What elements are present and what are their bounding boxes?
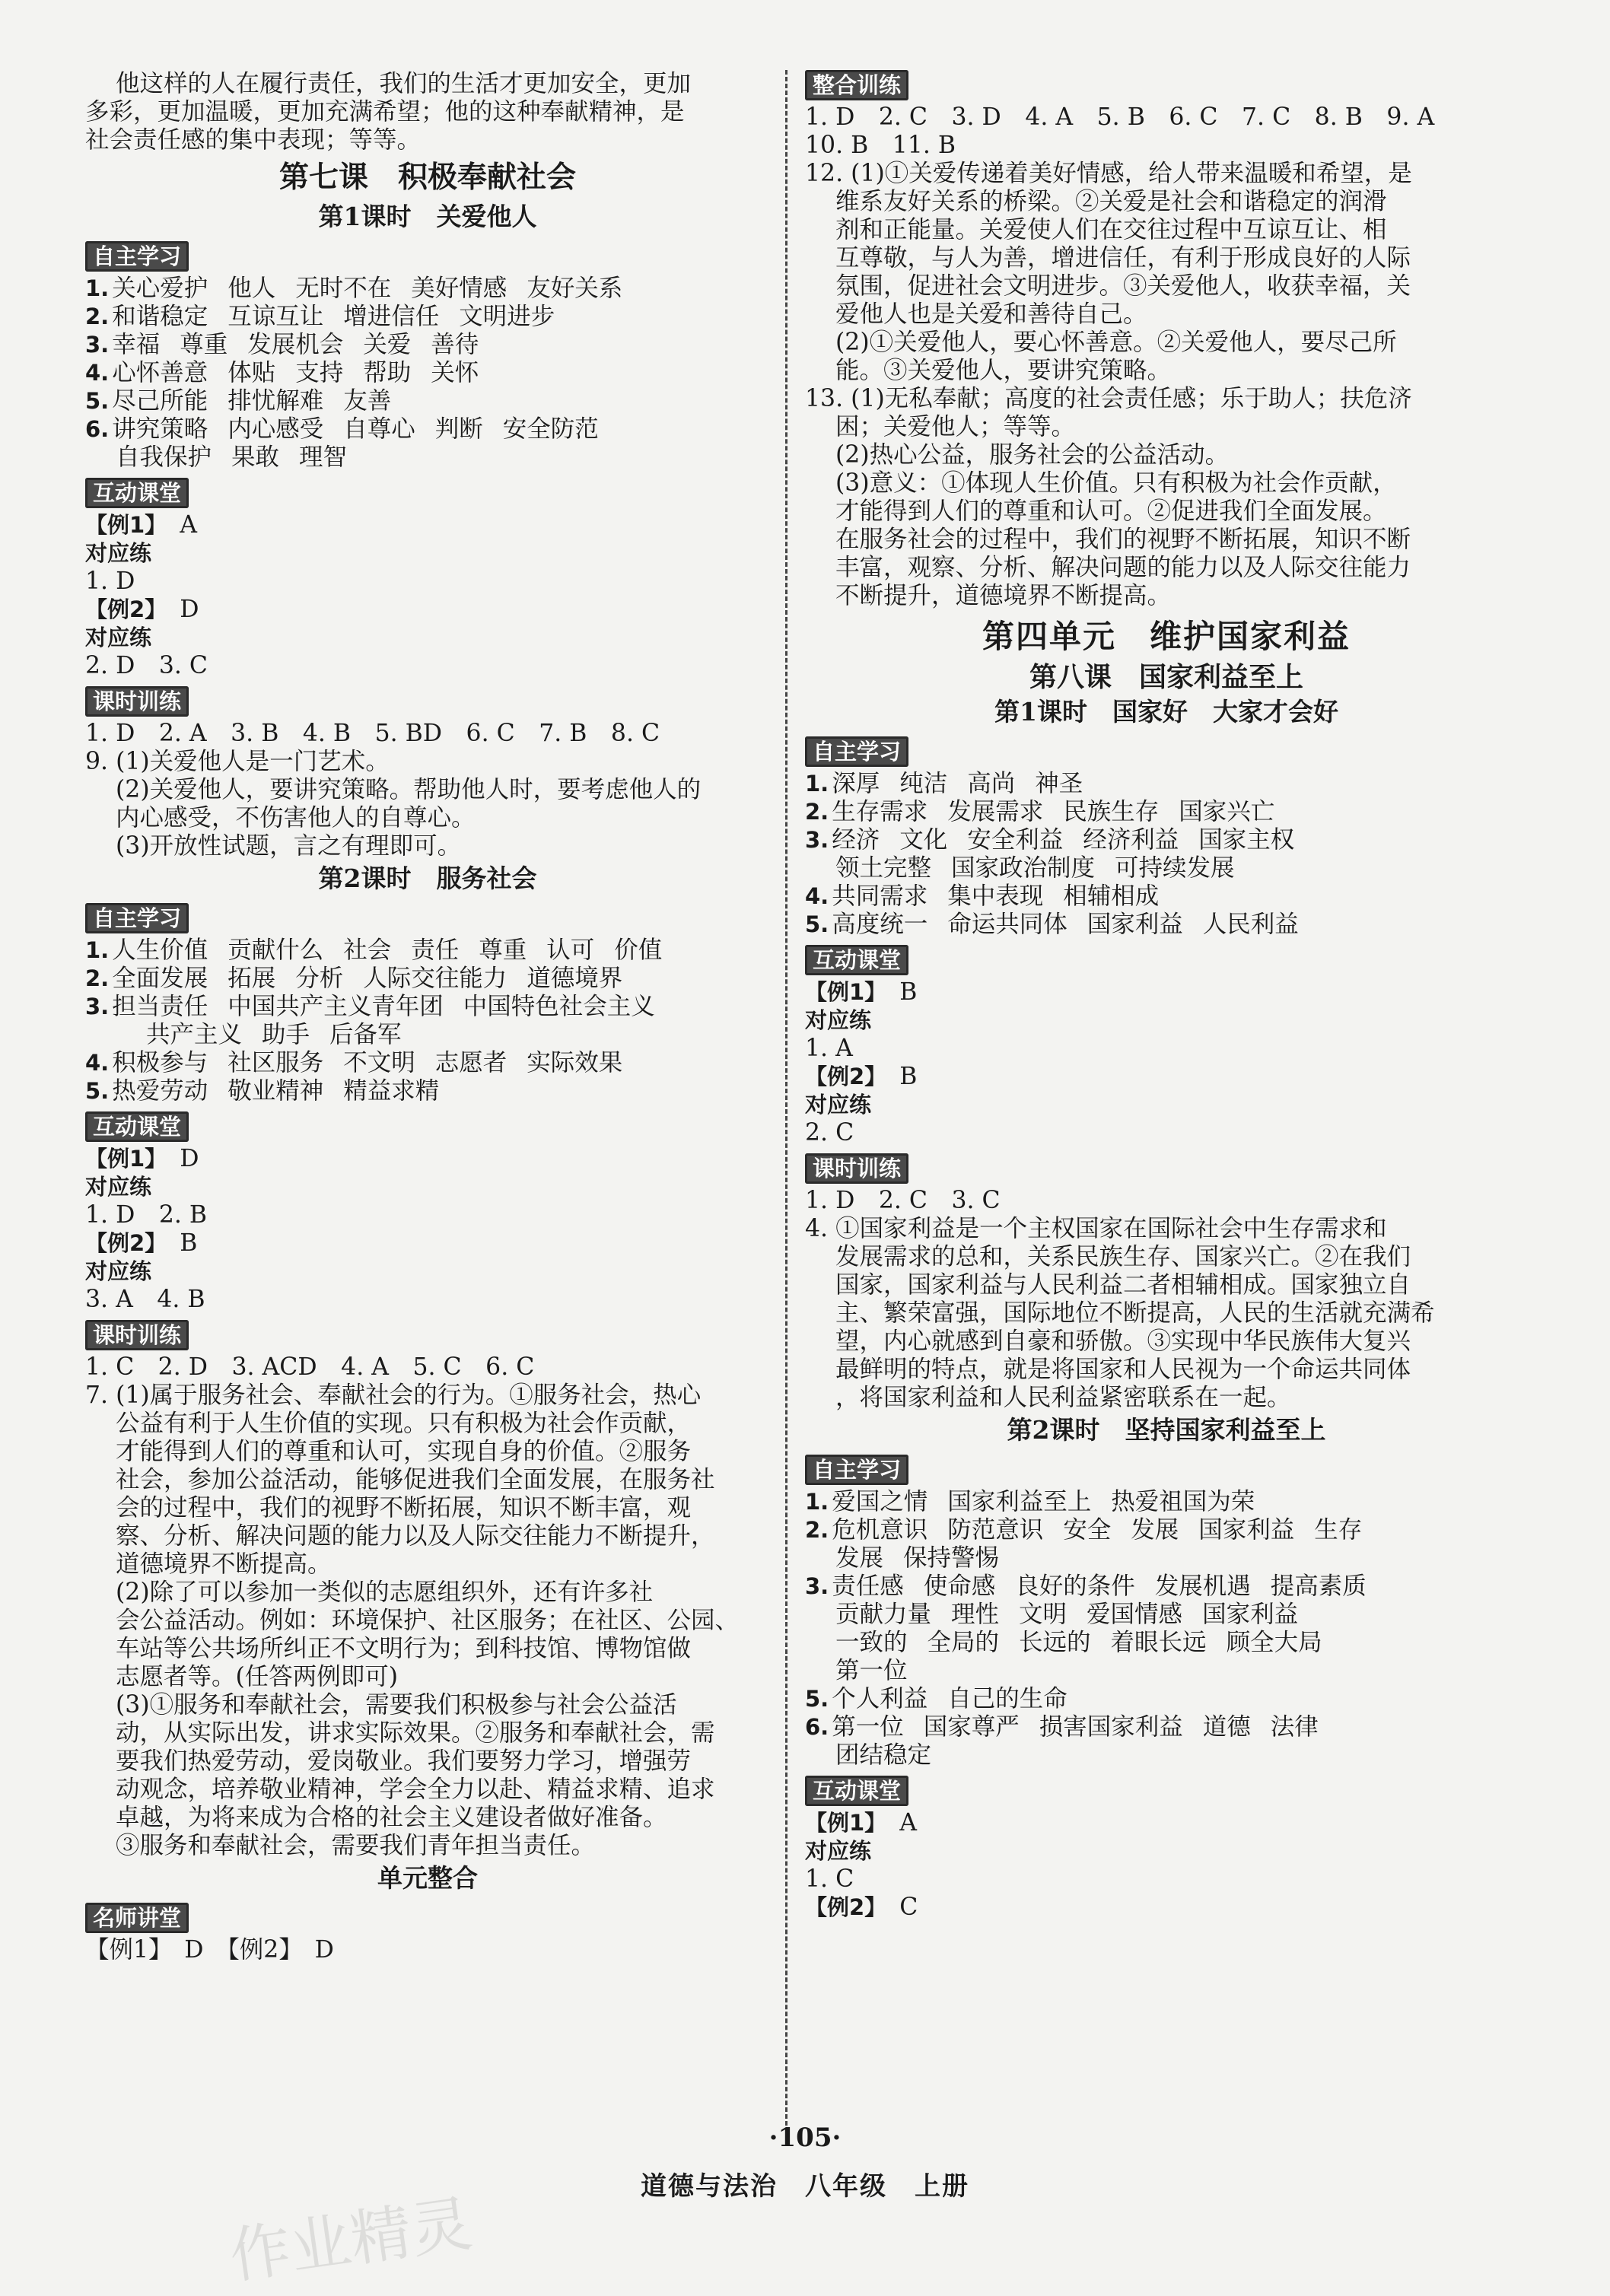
answer-term: 保持警惕: [903, 1544, 1000, 1572]
answer-term: 他人: [228, 275, 276, 302]
answer-term: 国家政治制度: [951, 854, 1096, 882]
period-title: 第1课时 关爱他人: [318, 202, 537, 231]
answer-term: 果敢: [231, 444, 280, 471]
answer-term: 安全防范: [502, 415, 599, 443]
answer-term: 善待: [431, 331, 479, 358]
answer-line: 会公益活动。例如：环境保护、社区服务；在社区、公园、: [116, 1607, 740, 1634]
item-number: 2.: [805, 799, 829, 825]
right-column: [805, 70, 1528, 1922]
answer-term: 实际效果: [527, 1049, 623, 1076]
example-answer: D: [180, 596, 199, 623]
answer-term: 危机意识: [832, 1516, 928, 1544]
answer-line: [85, 965, 770, 993]
answer-line: 道德境界不断提高。: [116, 1550, 332, 1578]
answer-term: 热爱祖国为荣: [1111, 1488, 1255, 1515]
section-label: 互动课堂: [85, 1111, 189, 1142]
section-label: 课时训练: [85, 1320, 189, 1350]
answer-term: 友好关系: [527, 275, 623, 302]
answer-line: 在服务社会的过程中，我们的视野不断拓展，知识不断: [835, 526, 1411, 553]
answer-term: 国家尊严: [923, 1713, 1020, 1741]
intro-line: 他这样的人在履行责任，我们的生活才更加安全，更加: [116, 70, 692, 97]
practice-label: 对应练: [805, 1838, 872, 1864]
practice-label: 对应练: [85, 1174, 152, 1200]
answer-term: 讲究策略: [112, 415, 208, 443]
example-label: 【例2】: [805, 1894, 876, 1920]
answer-line: 10. B 11. B: [805, 132, 956, 159]
answer-term: 发展机遇: [1154, 1573, 1251, 1600]
answer-line: 互尊敬，与人为善，增进信任，有利于形成良好的人际: [835, 244, 1411, 272]
answer-line: 才能得到人们的尊重和认可。②促进我们全面发展。: [835, 498, 1387, 525]
answer-term: 深厚: [832, 770, 880, 797]
answer-term: 自我保护: [116, 444, 212, 471]
answer-line: 氛围，促进社会文明进步。③关爱他人，收获幸福，关: [835, 272, 1411, 300]
answer-line: 动观念，培养敬业精神，学会全力以赴、精益求精、追求: [116, 1776, 715, 1803]
answer-term: 高度统一: [832, 911, 928, 938]
answer-term: 爱国之情: [832, 1488, 928, 1515]
answer-line: (2)热心公益，服务社会的公益活动。: [835, 441, 1230, 469]
answer-line: 9. (1)关爱他人是一门艺术。: [85, 748, 390, 775]
answer-line: 1. D 2. C 3. C: [805, 1187, 1001, 1214]
answer-term: 自己的生命: [947, 1685, 1068, 1712]
answer-line: (2)除了可以参加一类似的志愿组织外，还有许多社: [116, 1579, 654, 1606]
answer-term: 文明进步: [459, 303, 555, 330]
unit-title: 第四单元 维护国家利益: [982, 618, 1351, 655]
section-label: 自主学习: [805, 736, 908, 767]
practice-answer: 1. A: [805, 1035, 853, 1062]
section-label: 课时训练: [805, 1153, 908, 1184]
watermark: 作业精灵: [225, 2188, 476, 2292]
answer-term: 体贴: [228, 359, 276, 386]
practice-answer: 1. D: [85, 568, 135, 595]
answer-line: 【例1】 D 【例2】 D: [85, 1936, 334, 1964]
answer-term: 人民利益: [1202, 911, 1299, 938]
example-label: 【例1】: [85, 512, 156, 538]
section-label: 自主学习: [85, 903, 189, 933]
answer-term: 美好情感: [411, 275, 508, 302]
answer-term: 防范意识: [947, 1516, 1044, 1544]
example-label: 【例2】: [85, 596, 156, 622]
example-label: 【例2】: [805, 1064, 876, 1089]
answer-paragraph: [805, 160, 1528, 385]
answer-line: 不断提升，道德境界不断提高。: [835, 582, 1172, 609]
answer-paragraph: [805, 1215, 1528, 1412]
answer-line: [805, 1544, 1528, 1573]
answer-term: 帮助: [363, 359, 412, 386]
item-number: 3.: [85, 332, 110, 358]
answer-term: 经济利益: [1083, 826, 1179, 854]
answer-line: 发展需求的总和，关系民族生存、国家兴亡。②在我们: [835, 1243, 1411, 1270]
answer-list: [805, 770, 1528, 939]
answer-line: (3)意义：①体现人生价值。只有积极为社会作贡献，: [835, 469, 1397, 497]
answer-term: 认可: [546, 937, 595, 964]
answer-term: 经济: [832, 826, 880, 854]
answer-term: 发展机会: [247, 331, 344, 358]
item-number: 4.: [85, 360, 110, 386]
answer-term: 一致的: [835, 1629, 908, 1656]
answer-line: 12. (1)①关爱传递着美好情感，给人带来温暖和希望，是: [805, 160, 1412, 187]
answer-term: 高尚: [967, 770, 1016, 797]
answer-line: 察、分析、解决问题的能力以及人际交往能力不断提升，: [116, 1522, 715, 1550]
book-title: 道德与法治 八年级 上册: [641, 2171, 969, 2202]
period-title: 第1课时 国家好 大家才会好: [994, 697, 1338, 727]
answer-term: 着眼长远: [1110, 1629, 1207, 1656]
answer-term: 国家利益至上: [947, 1488, 1092, 1515]
example-answer: B: [899, 1063, 918, 1090]
item-number: 3.: [805, 1573, 829, 1599]
item-number: 1.: [805, 771, 829, 797]
answer-line: [805, 826, 1528, 854]
section-label: 自主学习: [805, 1455, 908, 1485]
answer-term: 理智: [299, 444, 348, 471]
practice-answer: 1. D 2. B: [85, 1201, 208, 1229]
item-number: 5.: [85, 1078, 110, 1104]
answer-term: 人际交往能力: [363, 965, 508, 992]
answer-line: [85, 415, 770, 444]
answer-line: [85, 331, 770, 359]
practice-label: 对应练: [85, 1258, 152, 1284]
item-number: 1.: [85, 275, 110, 301]
answer-line: [85, 444, 770, 472]
answer-term: 神圣: [1035, 770, 1083, 797]
answer-term: 责任感: [832, 1573, 904, 1600]
answer-term: 发展需求: [947, 798, 1044, 825]
item-number: 5.: [805, 911, 829, 937]
answer-term: 相辅相成: [1063, 882, 1160, 910]
section-label: 整合训练: [805, 70, 908, 100]
answer-term: 尊重: [479, 937, 527, 964]
answer-line: [805, 1713, 1528, 1741]
answer-line: [805, 1488, 1528, 1516]
lesson-title: 第八课 国家利益至上: [1029, 661, 1303, 693]
answer-term: 内心感受: [228, 415, 324, 443]
section-label: 互动课堂: [85, 478, 189, 508]
answer-term: 志愿者: [434, 1049, 508, 1076]
answer-term: 中国共产主义青年团: [228, 993, 444, 1020]
answer-term: 全面发展: [112, 965, 208, 992]
answer-line: 公益有利于人生价值的实现。只有积极为社会作贡献，: [116, 1410, 692, 1437]
answer-term: 提高素质: [1270, 1573, 1367, 1600]
answer-line: 能。③关爱他人，要讲究策略。: [835, 357, 1172, 384]
answer-term: 命运共同体: [947, 911, 1068, 938]
item-number: 1.: [85, 937, 110, 963]
answer-line: 卓越，为将来成为合格的社会主义建设者做好准备。: [116, 1804, 667, 1831]
answer-term: 安全利益: [967, 826, 1064, 854]
answer-line: 内心感受，不伤害他人的自尊心。: [116, 804, 476, 832]
answer-term: 集中表现: [947, 882, 1044, 910]
answer-term: 安全: [1063, 1516, 1112, 1544]
answer-line: 丰富，观察、分析、解决问题的能力以及人际交往能力: [835, 554, 1411, 581]
answer-term: 分析: [295, 965, 344, 992]
example-answer: D: [180, 1145, 199, 1172]
practice-label: 对应练: [85, 540, 152, 566]
item-number: 4.: [85, 1050, 110, 1076]
answer-term: 第一位: [832, 1713, 904, 1741]
answer-term: 文明: [1019, 1601, 1068, 1628]
answer-term: 法律: [1270, 1713, 1319, 1741]
answer-paragraph: [805, 385, 1528, 610]
item-number: 2.: [85, 965, 110, 991]
period-title: 第2课时 坚持国家利益至上: [1007, 1415, 1326, 1445]
answer-term: 精益求精: [343, 1077, 440, 1105]
answer-line: [805, 1685, 1528, 1713]
answer-term: 无时不在: [295, 275, 392, 302]
answer-line: 1. D 2. A 3. B 4. B 5. BD 6. C 7. B 8. C: [85, 720, 660, 747]
section-label: 名师讲堂: [85, 1903, 189, 1933]
answer-term: 国家利益: [1202, 1601, 1299, 1628]
example-label: 【例1】: [85, 1146, 156, 1172]
answer-line: [85, 275, 770, 303]
section-label: 互动课堂: [805, 1776, 908, 1806]
answer-term: 敬业精神: [228, 1077, 324, 1105]
answer-term: 社区服务: [228, 1049, 324, 1076]
answer-term: 自尊心: [343, 415, 415, 443]
unit-summary-title: 单元整合: [377, 1863, 478, 1893]
answer-line: 剂和正能量。关爱使人们在交往过程中互谅互让、相: [835, 216, 1387, 243]
answer-term: 使命感: [923, 1573, 996, 1600]
answer-line: 困；关爱他人；等等。: [835, 413, 1076, 440]
answer-line: [805, 798, 1528, 826]
answer-term: 人生价值: [112, 937, 208, 964]
answer-term: 尊重: [180, 331, 228, 358]
answer-line: [805, 1741, 1528, 1770]
answer-term: 道德境界: [527, 965, 623, 992]
answer-term: 拓展: [228, 965, 276, 992]
answer-list: [85, 275, 770, 444]
answer-term: 领土完整: [835, 854, 932, 882]
period-title: 第2课时 服务社会: [318, 863, 537, 893]
page-number: ·105·: [768, 2123, 842, 2153]
answer-line: 1. D 2. C 3. D 4. A 5. B 6. C 7. C 8. B 9. A: [805, 103, 1435, 131]
answer-line: 才能得到人们的尊重和认可，实现自身的价值。②服务: [116, 1438, 692, 1465]
left-column: [85, 70, 770, 1964]
section-label: 课时训练: [85, 686, 189, 717]
answer-line: 望，内心就感到自豪和骄傲。③实现中华民族伟大复兴: [835, 1328, 1411, 1355]
answer-line: [85, 1077, 770, 1105]
intro-line: 社会责任感的集中表现；等等。: [85, 126, 422, 154]
answer-term: 贡献力量: [835, 1601, 932, 1628]
answer-line: [805, 1657, 1528, 1685]
answer-line: 维系友好关系的桥梁。②关爱是社会和谐稳定的润滑: [835, 188, 1387, 215]
answer-term: 担当责任: [112, 993, 208, 1020]
example-label: 【例1】: [805, 979, 876, 1005]
answer-term: 生存: [1314, 1516, 1363, 1544]
answer-term: 理性: [951, 1601, 1000, 1628]
item-number: 5.: [805, 1686, 829, 1712]
answer-term: 长远的: [1019, 1629, 1091, 1656]
section-label: 自主学习: [85, 241, 189, 272]
answer-term: 发展: [835, 1544, 884, 1572]
answer-line: 动，从实际出发，讲求实际效果。②服务和奉献社会，需: [116, 1719, 715, 1747]
answer-term: 互谅互让: [228, 303, 324, 330]
answer-term: 爱国情感: [1087, 1601, 1183, 1628]
answer-line: ，将国家利益和人民利益紧密联系在一起。: [835, 1384, 1291, 1411]
answer-term: 幸福: [112, 331, 161, 358]
answer-list: [85, 937, 770, 1105]
answer-line: 主、繁荣富强，国际地位不断提高，人民的生活就充满希: [835, 1299, 1435, 1327]
item-number: 2.: [805, 1517, 829, 1543]
item-number: 5.: [85, 388, 110, 414]
answer-line: [805, 1629, 1528, 1657]
example-answer: A: [180, 511, 197, 539]
answer-line: ③服务和奉献社会，需要我们青年担当责任。: [116, 1832, 596, 1859]
answer-line: [805, 854, 1528, 882]
example-answer: B: [180, 1229, 198, 1257]
item-number: 4.: [805, 883, 829, 909]
answer-line: [85, 937, 770, 965]
answer-line: 7. (1)属于服务社会、奉献社会的行为。①服务社会，热心: [85, 1382, 702, 1409]
answer-line: (3)开放性试题，言之有理即可。: [116, 832, 462, 860]
answer-term: 尽己所能: [112, 387, 208, 415]
answer-line: 4. ①国家利益是一个主权国家在国际社会中生存需求和: [805, 1215, 1387, 1242]
answer-term: 第一位: [835, 1657, 908, 1684]
example-answer: C: [899, 1894, 918, 1921]
answer-term: 友善: [343, 387, 392, 415]
answer-line: [805, 1601, 1528, 1629]
practice-label: 对应练: [805, 1092, 872, 1118]
answer-term: 支持: [295, 359, 344, 386]
answer-term: 民族生存: [1063, 798, 1160, 825]
answer-list: [805, 1488, 1528, 1770]
answer-line: [85, 1049, 770, 1077]
answer-term: 发展: [1131, 1516, 1179, 1544]
answer-term: 不文明: [343, 1049, 415, 1076]
answer-paragraph: [85, 1382, 770, 1860]
answer-line: 志愿者等。(任答两例即可): [116, 1663, 399, 1690]
answer-line: 13. (1)无私奉献；高度的社会责任感；乐于助人；扶危济: [805, 385, 1412, 412]
answer-line: 国家，国家利益与人民利益二者相辅相成。国家独立自: [835, 1271, 1411, 1299]
item-number: 2.: [85, 304, 110, 329]
answer-line: (3)①服务和奉献社会，需要我们积极参与社会公益活: [116, 1691, 677, 1719]
answer-term: 纯洁: [899, 770, 948, 797]
answer-term: 社会: [343, 937, 392, 964]
lesson-title: 第七课 积极奉献社会: [278, 160, 576, 195]
answer-term: 判断: [434, 415, 483, 443]
answer-term: 中国特色社会主义: [463, 993, 655, 1020]
answer-line: (2)①关爱他人，要心怀善意。②关爱他人，要尽己所: [835, 329, 1397, 356]
answer-term: 个人利益: [832, 1685, 928, 1712]
answer-line: [85, 359, 770, 387]
answer-line: 社会，参加公益活动，能够促进我们全面发展，在服务社: [116, 1466, 715, 1493]
answer-term: 团结稳定: [835, 1741, 932, 1769]
example-label: 【例1】: [805, 1810, 876, 1836]
section-label: 互动课堂: [805, 945, 908, 975]
item-number: 3.: [805, 827, 829, 853]
answer-term: 国家主权: [1198, 826, 1295, 854]
practice-answer: 2. D 3. C: [85, 652, 208, 679]
intro-line: 多彩，更加温暖，更加充满希望；他的这种奉献精神，是: [85, 98, 685, 126]
answer-line: [805, 1516, 1528, 1544]
answer-term: 积极参与: [112, 1049, 208, 1076]
answer-term: 热爱劳动: [112, 1077, 208, 1105]
answer-line: [805, 911, 1528, 939]
item-number: 1.: [805, 1489, 829, 1515]
answer-term: 助手: [262, 1021, 310, 1048]
answer-line: 爱他人也是关爱和善待自己。: [835, 301, 1147, 328]
answer-term: 共同需求: [832, 882, 928, 910]
answer-term: 和谐稳定: [112, 303, 208, 330]
answer-term: 国家利益: [1198, 1516, 1295, 1544]
answer-line: 1. C 2. D 3. ACD 4. A 5. C 6. C: [85, 1353, 535, 1381]
answer-term: 责任: [411, 937, 460, 964]
answer-term: 文化: [899, 826, 948, 854]
answer-term: 生存需求: [832, 798, 928, 825]
answer-term: 关心爱护: [112, 275, 208, 302]
answer-line: [805, 1573, 1528, 1601]
answer-term: 价值: [614, 937, 663, 964]
answer-term: 排忧解难: [228, 387, 324, 415]
answer-term: 良好的条件: [1015, 1573, 1135, 1600]
example-answer: A: [899, 1809, 917, 1836]
answer-term: 共产主义: [146, 1021, 243, 1048]
answer-term: 关爱: [363, 331, 412, 358]
answer-term: 损害国家利益: [1039, 1713, 1183, 1741]
practice-answer: 2. C: [805, 1119, 854, 1146]
item-number: 3.: [85, 994, 110, 1019]
answer-line: [85, 303, 770, 331]
answer-line: 最鲜明的特点，就是将国家和人民视为一个命运共同体: [835, 1356, 1411, 1383]
practice-answer: 1. C: [805, 1865, 854, 1893]
answer-term: 道德: [1202, 1713, 1251, 1741]
answer-line: [805, 770, 1528, 798]
answer-term: 全局的: [927, 1629, 1000, 1656]
column-divider: [785, 70, 790, 2139]
answer-term: 国家利益: [1087, 911, 1183, 938]
answer-line: 要我们热爱劳动，爱岗敬业。我们要努力学习，增强劳: [116, 1747, 692, 1775]
practice-label: 对应练: [805, 1007, 872, 1033]
answer-term: 可持续发展: [1115, 854, 1235, 882]
answer-line: 会的过程中，我们的视野不断拓展，知识不断丰富，观: [116, 1494, 692, 1522]
answer-term: 国家兴亡: [1179, 798, 1275, 825]
answer-term: 关怀: [431, 359, 479, 386]
answer-term: 贡献什么: [228, 937, 324, 964]
answer-line: (2)关爱他人，要讲究策略。帮助他人时，要考虑他人的: [116, 776, 702, 803]
example-label: 【例2】: [85, 1230, 156, 1256]
answer-line: [805, 882, 1528, 911]
answer-term: 增进信任: [343, 303, 440, 330]
item-number: 6.: [805, 1714, 829, 1740]
answer-line: [85, 993, 770, 1021]
answer-term: 心怀善意: [112, 359, 208, 386]
answer-line: 车站等公共场所纠正不文明行为；到科技馆、博物馆做: [116, 1635, 692, 1662]
answer-term: 顾全大局: [1226, 1629, 1322, 1656]
example-answer: B: [899, 978, 918, 1006]
item-number: 6.: [85, 416, 110, 442]
answer-line: [85, 387, 770, 415]
practice-answer: 3. A 4. B: [85, 1286, 205, 1313]
answer-term: 后备军: [329, 1021, 402, 1048]
practice-label: 对应练: [85, 625, 152, 650]
answer-line: [85, 1021, 770, 1049]
